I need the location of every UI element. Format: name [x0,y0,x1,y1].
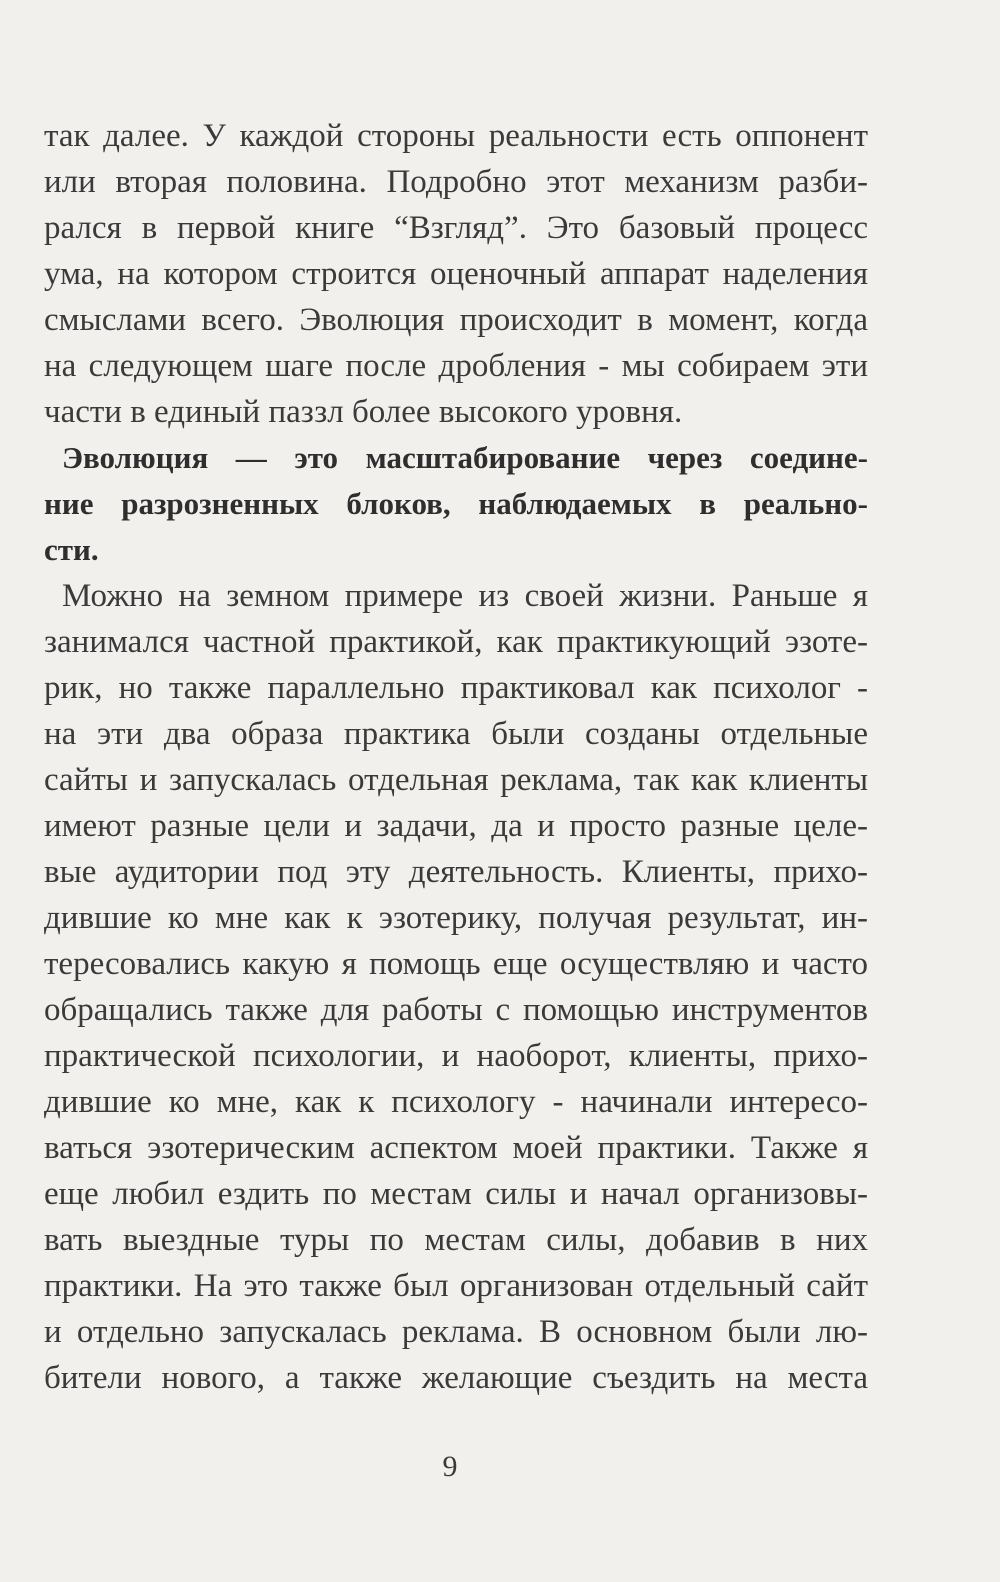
text-line: тересовались какую я помощь еще осуществляю и часто [44,946,868,982]
page-body [44,113,868,1401]
text-line: части в единый паззл более высокого уровня. [44,394,683,430]
text-line: рик, но также параллельно практиковал как психолог - [44,670,868,706]
text-line: ваться эзотерическим аспектом моей практики. Также я [44,1130,868,1166]
text-line: рался в первой книге “Взгляд”. Это базовый процесс [44,210,868,246]
text-line: Эволюция — это масштабирование через соедине- [62,440,868,475]
text-line: вые аудитории под эту деятельность. Клиенты, прихо- [44,854,868,890]
text-line: ние разрозненных блоков, наблюдаемых в реально- [44,486,868,521]
text-line: на эти два образа практика были созданы отдельные [44,716,868,752]
text-line: или вторая половина. Подробно этот механизм разби- [44,164,868,200]
text-line: практики. На это также был организован отдельный сайт [44,1268,868,1304]
text-line: дившие ко мне, как к психологу - начинали интересо- [44,1084,868,1120]
text-line: и отдельно запускалась реклама. В основном были лю- [44,1314,868,1350]
text-line: смыслами всего. Эволюция происходит в момент, когда [44,302,868,338]
text-line: еще любил ездить по местам силы и начал организовы- [44,1176,868,1212]
text-line: Можно на земном примере из своей жизни. Раньше я [62,578,868,614]
text-line: занимался частной практикой, как практикующий эзоте- [44,624,868,660]
text-line: бители нового, а также желающие съездить на места [44,1360,868,1396]
text-line: сайты и запускалась отдельная реклама, так как клиенты [44,762,868,798]
text-line: дившие ко мне как к эзотерику, получая результат, ин- [44,900,868,936]
text-line: так далее. У каждой стороны реальности есть оппонент [44,118,868,154]
text-line: ума, на котором строится оценочный аппарат наделения [44,256,868,292]
text-line: обращались также для работы с помощью инструментов [44,992,868,1028]
text-line: имеют разные цели и задачи, да и просто разные целе- [44,808,868,844]
paragraph-2-bold-statement [44,435,868,573]
text-line: практической психологии, и наоборот, клиенты, прихо- [44,1038,868,1074]
text-line: вать выездные туры по местам силы, добавив в них [44,1222,868,1258]
text-line: на следующем шаге после дробления - мы собираем эти [44,348,868,384]
page-number: 9 [442,1450,458,1483]
paragraph-1 [44,113,868,435]
paragraph-3 [44,573,868,1401]
text-line: сти. [44,532,99,567]
